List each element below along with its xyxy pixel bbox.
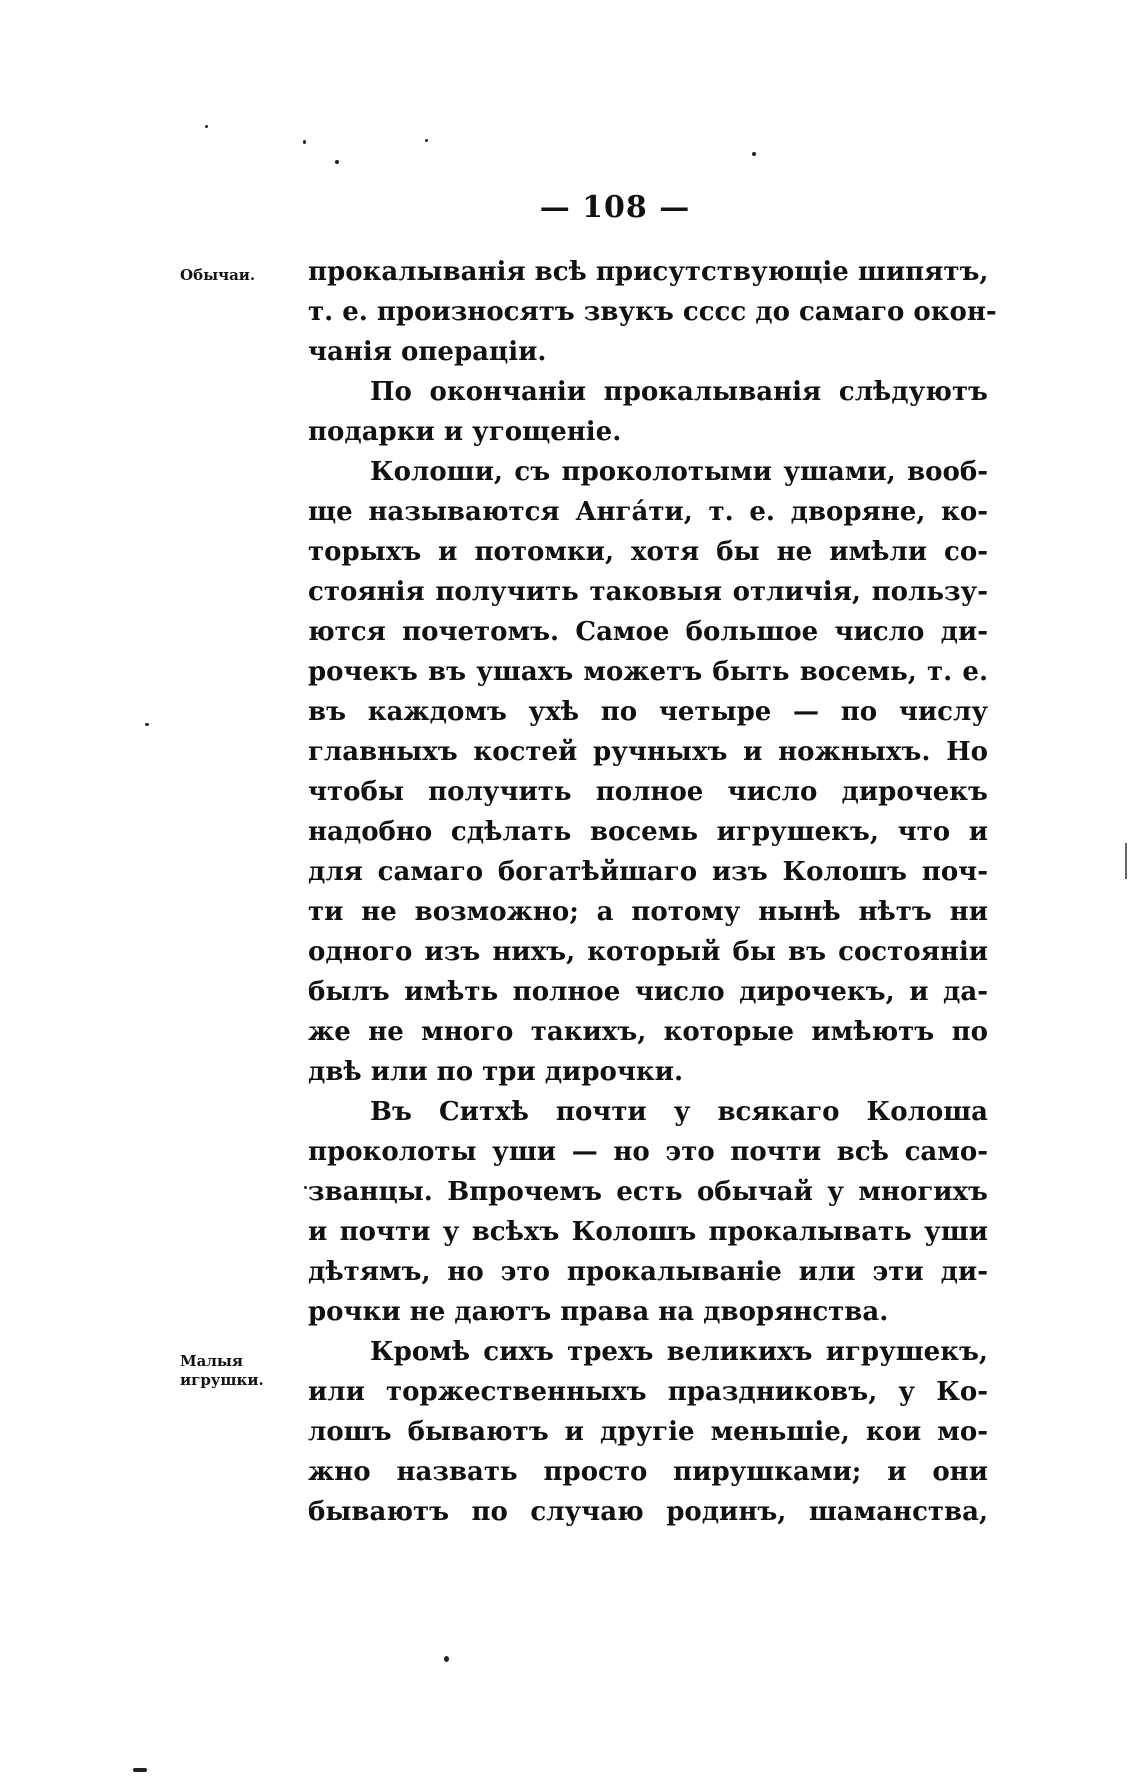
body-text bbox=[308, 252, 997, 1532]
text-line: въ каждомъ ухѣ по четыре — по числу bbox=[308, 697, 988, 727]
text-line: Колоши, съ проколотыми ушами, вооб- bbox=[370, 457, 988, 487]
text-line: бываютъ по случаю родинъ, шаманства, bbox=[308, 1497, 988, 1527]
text-line: Въ Ситхѣ почти у всякаго Колоша bbox=[370, 1097, 988, 1127]
scan-speck bbox=[752, 152, 756, 156]
scan-edge-mark bbox=[1125, 843, 1127, 879]
margin-note-line: игрушки. bbox=[180, 1371, 264, 1389]
scan-speck bbox=[304, 1186, 307, 1189]
margin-note-line: Малыя bbox=[180, 1352, 244, 1370]
text-line: для самаго богатѣйшаго изъ Колошъ поч- bbox=[308, 857, 988, 887]
text-line: ще называются Анга́ти, т. е. дворяне, ко- bbox=[308, 497, 988, 527]
text-line: прокалыванія всѣ присутствующіе шипятъ, bbox=[308, 257, 989, 287]
text-line: По окончаніи прокалыванія слѣдуютъ bbox=[370, 377, 988, 407]
text-line: одного изъ нихъ, который бы въ состояніи bbox=[308, 937, 988, 967]
scan-speck bbox=[425, 139, 428, 142]
scan-speck bbox=[303, 140, 306, 144]
text-line: двѣ или по три дирочки. bbox=[308, 1057, 684, 1087]
page-number: — 108 — bbox=[539, 190, 691, 225]
text-line: надобно сдѣлать восемь игрушекъ, что и bbox=[308, 817, 988, 847]
text-line: чтобы получить полное число дирочекъ bbox=[308, 777, 988, 807]
scan-speck bbox=[205, 125, 208, 128]
text-line: ти не возможно; а потому нынѣ нѣтъ ни bbox=[308, 897, 988, 927]
text-line: званцы. Впрочемъ есть обычай у многихъ bbox=[308, 1177, 988, 1207]
text-line: былъ имѣть полное число дирочекъ, и да- bbox=[308, 977, 988, 1007]
scan-speck bbox=[133, 1768, 147, 1772]
scan-speck bbox=[145, 723, 149, 726]
text-line: чанія операціи. bbox=[308, 337, 547, 367]
text-line: рочки не даютъ права на дворянства. bbox=[308, 1297, 889, 1327]
text-line: проколоты уши — но это почти всѣ само- bbox=[308, 1137, 988, 1167]
scan-speck bbox=[335, 160, 339, 164]
margin-note-small-feasts bbox=[180, 1352, 290, 1390]
text-line: т. е. произносятъ звукъ сссс до самаго окон- bbox=[308, 297, 997, 327]
text-line: жно назвать просто пирушками; и они bbox=[308, 1457, 988, 1487]
text-line: лошъ бываютъ и другіе меньшіе, кои мо- bbox=[308, 1417, 988, 1447]
text-line: рочекъ въ ушахъ можетъ быть восемь, т. е. bbox=[308, 657, 988, 687]
text-line: главныхъ костей ручныхъ и ножныхъ. Но bbox=[308, 737, 988, 767]
text-line: или торжественныхъ праздниковъ, у Ко- bbox=[308, 1377, 988, 1407]
text-line: подарки и угощеніе. bbox=[308, 417, 622, 447]
scan-speck bbox=[444, 1656, 449, 1662]
text-line: же не много такихъ, которые имѣютъ по bbox=[308, 1017, 988, 1047]
text-line: ются почетомъ. Самое большое число ди- bbox=[308, 617, 988, 647]
text-line: стоянія получить таковыя отличія, пользу- bbox=[308, 577, 988, 607]
text-line: и почти у всѣхъ Колошъ прокалывать уши bbox=[308, 1217, 988, 1247]
text-line: Кромѣ сихъ трехъ великихъ игрушекъ, bbox=[370, 1337, 988, 1367]
text-line: торыхъ и потомки, хотя бы не имѣли со- bbox=[308, 537, 988, 567]
margin-note-customs: Обычаи. bbox=[180, 266, 256, 284]
text-line: дѣтямъ, но это прокалываніе или эти ди- bbox=[308, 1257, 988, 1287]
